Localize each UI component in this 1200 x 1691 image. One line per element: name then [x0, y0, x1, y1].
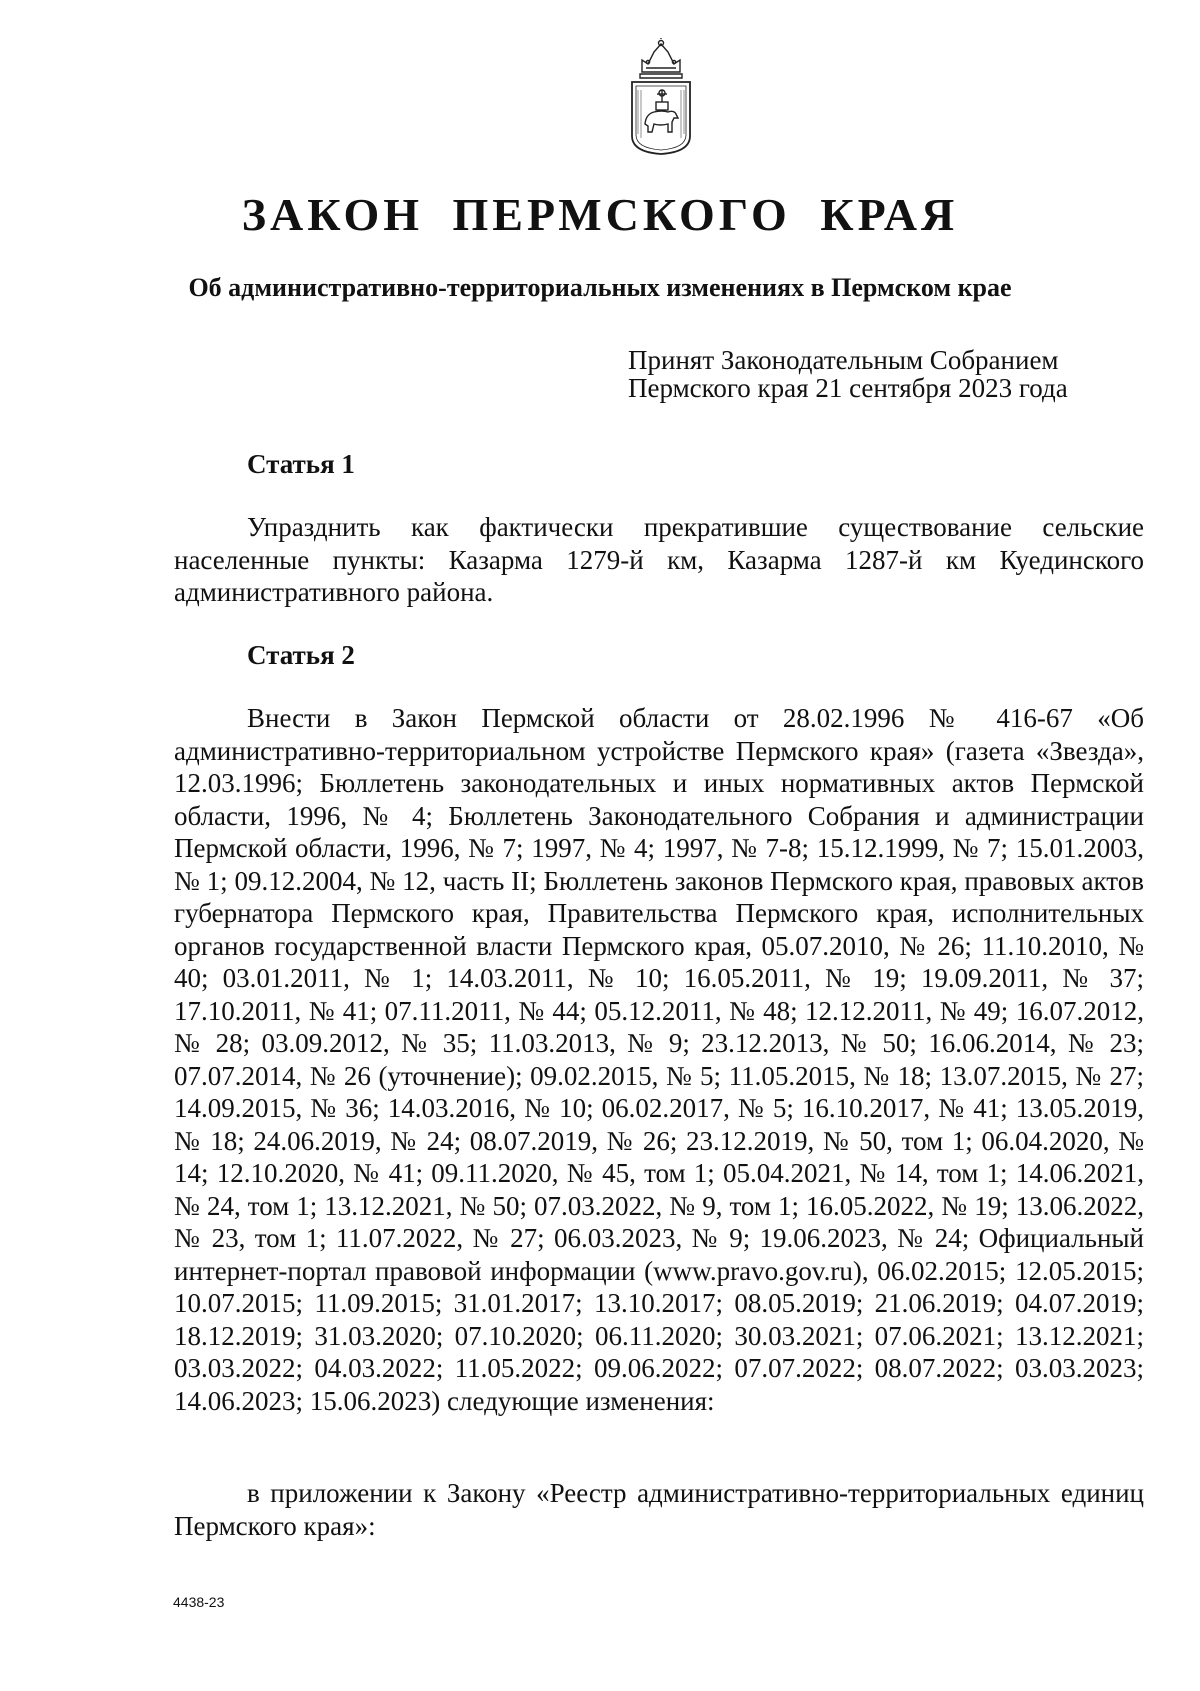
article-2-text-2: в приложении к Закону «Реестр административно-территориальных единиц Пермского края»: [174, 1478, 1144, 1541]
article-1-paragraph [174, 511, 1144, 609]
document-title: ЗАКОН ПЕРМСКОГО КРАЯ [241, 189, 959, 240]
coat-of-arms-emblem [628, 38, 694, 156]
article-1-heading: Статья 1 [247, 449, 355, 479]
adoption-line-2: Пермского края 21 сентября 2023 года [628, 373, 1068, 403]
document-code: 4438-23 [173, 1594, 225, 1610]
adoption-line-1: Принят Законодательным Собранием [628, 345, 1059, 375]
document-subtitle: Об административно-территориальных изменениях в Пермском крае [188, 273, 1012, 302]
adoption-note [628, 346, 1068, 402]
article-2-heading: Статья 2 [247, 640, 355, 670]
article-1-text: Упразднить как фактически прекратившие существование сельские населенные пункты: Казарма 1279-й км, Казарма 1287-й км Куединского административного района. [174, 512, 1144, 607]
article-2-text: Внести в Закон Пермской области от 28.02.1996 № 416-67 «Об административно-территориальном устройстве Пермского края» (газета «Звезда», 12.03.1996; Бюллетень законодательных и иных нормативных актов Пермской области, 1996, № 4; Бюллетень Законодательного Собрания и администрации Пермской области, 1996, № 7; 1997, № 4; 1997, № 7-8; 15.12.1999, № 7; 15.01.2003, № 1; 09.12.2004, № 12, часть II; Бюллетень законов Пермского края, правовых актов губернатора Пермского края, Правительства Пермского края, исполнительных органов государственной власти Пермского края, 05.07.2010, № 26; 11.10.2010, № 40; 03.01.2011, № 1; 14.03.2011, № 10; 16.05.2011, № 19; 19.09.2011, № 37; 17.10.2011, № 41; 07.11.2011, № 44; 05.12.2011, № 48; 12.12.2011, № 49; 16.07.2012, № 28; 03.09.2012, № 35; 11.03.2013, № 9; 23.12.2013, № 50; 16.06.2014, № 23; 07.07.2014, № 26 (уточнение); 09.02.2015, № 5; 11.05.2015, № 18; 13.07.2015, № 27; 14.09.2015, № 36; 14.03.2016, № 10; 06.02.2017, № 5; 16.10.2017, № 41; 13.05.2019, № 18; 24.06.2019, № 24; 08.07.2019, № 26; 23.12.2019, № 50, том 1; 06.04.2020, № 14; 12.10.2020, № 41; 09.11.2020, № 45, том 1; 05.04.2021, № 14, том 1; 14.06.2021, № 24, том 1; 13.12.2021, № 50; 07.03.2022, № 9, том 1; 16.05.2022, № 19; 13.06.2022, № 23, том 1; 11.07.2022, № 27; 06.03.2023, № 9; 19.06.2023, № 24; Официальный интернет-портал правовой информации (www.pravo.gov.ru), 06.02.2015; 12.05.2015; 10.07.2015; 11.09.2015; 31.01.2017; 13.10.2017; 08.05.2019; 21.06.2019; 04.07.2019; 18.12.2019; 31.03.2020; 07.10.2020; 06.11.2020; 30.03.2021; 07.06.2021; 13.12.2021; 03.03.2022; 04.03.2022; 11.05.2022; 09.06.2022; 07.07.2022; 08.07.2022; 03.03.2023; 14.06.2023; 15.06.2023) следующие изменения: [174, 703, 1144, 1416]
article-2-paragraph [174, 702, 1144, 1417]
article-2-paragraph-2 [174, 1477, 1144, 1542]
